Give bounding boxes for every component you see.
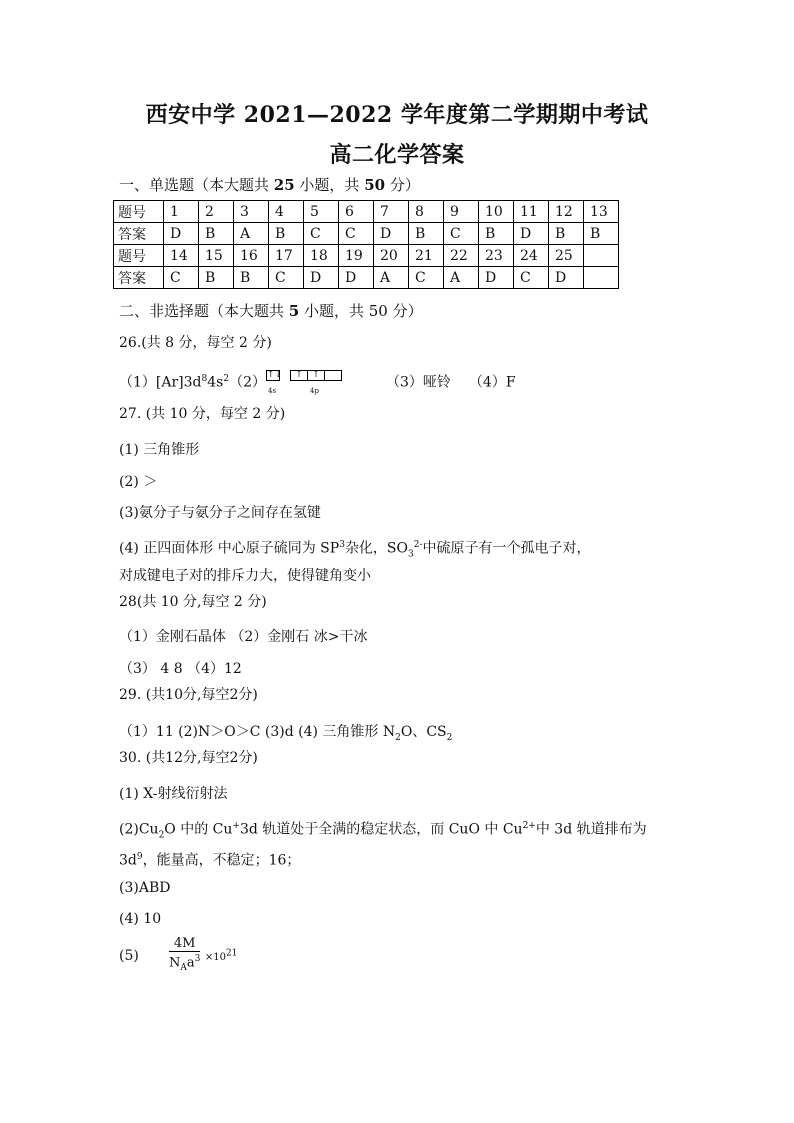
q27-a4-cont: 对成键电子对的排斥力大，使得键角变小 xyxy=(119,568,371,584)
table-cell: 14 xyxy=(164,245,199,267)
table-cell: 16 xyxy=(234,245,269,267)
table-row xyxy=(114,267,619,289)
table-cell: 19 xyxy=(339,245,374,267)
table-cell: A xyxy=(374,267,409,289)
table-cell: 8 xyxy=(409,201,444,223)
section1-heading: 一、单选题（本大题共 25 小题，共 50 分） xyxy=(119,176,420,194)
table-cell: 2 xyxy=(199,201,234,223)
table-cell: 3 xyxy=(234,201,269,223)
q26-header: 26.(共 8 分，每空 2 分) xyxy=(119,335,272,351)
table-cell: 23 xyxy=(479,245,514,267)
q27-a4: (4) 正四面体形 中心原子硫同为 $SP^3$杂化，$SO_3^{2-}$中硫原子有一个孤电子对， xyxy=(119,540,591,560)
table-cell: 1 xyxy=(164,201,199,223)
table-cell: 22 xyxy=(444,245,479,267)
table-cell xyxy=(584,245,619,267)
q30-a2: $(2)Cu_2O$ 中的 Cu+3d 轨道处于全满的稳定状态，而 CuO 中 $Cu^{2+}$中 3d 轨道排布为 xyxy=(119,821,647,841)
table-row xyxy=(114,201,619,223)
orbital-4p-label: 4p xyxy=(310,387,319,395)
table-cell: B xyxy=(199,223,234,245)
answer-table xyxy=(113,200,619,289)
orbital-4s-label: 4s xyxy=(268,387,277,395)
table-cell: 18 xyxy=(304,245,339,267)
row-label: 答案 xyxy=(114,223,164,245)
row-label: 题号 xyxy=(114,245,164,267)
row-label: 答案 xyxy=(114,267,164,289)
table-cell: 11 xyxy=(514,201,549,223)
orbital-4p-box-3 xyxy=(324,370,342,381)
orbital-4s-box: ↑↓ xyxy=(267,370,283,380)
table-cell: B xyxy=(549,223,584,245)
table-cell: C xyxy=(164,267,199,289)
table-cell: C xyxy=(444,223,479,245)
q27-a1: (1) 三角锥形 xyxy=(119,442,200,458)
table-cell: D xyxy=(374,223,409,245)
table-cell: D xyxy=(339,267,374,289)
table-cell: 12 xyxy=(549,201,584,223)
table-cell: 21 xyxy=(409,245,444,267)
table-cell: A xyxy=(444,267,479,289)
answer-title: 高二化学答案 xyxy=(329,142,465,168)
table-cell: C xyxy=(339,223,374,245)
exam-title: 西安中学 2021—2022 学年度第二学期期中考试 xyxy=(145,102,649,128)
table-cell: C xyxy=(304,223,339,245)
table-cell: 5 xyxy=(304,201,339,223)
table-cell: 17 xyxy=(269,245,304,267)
table-cell: C xyxy=(269,267,304,289)
table-cell: 24 xyxy=(514,245,549,267)
q30-a5: (5) $\frac{4M}{N_Aa^3}$ $\times 10^{21}$ xyxy=(119,936,237,976)
table-cell: C xyxy=(514,267,549,289)
q30-a4: (4) 10 xyxy=(119,911,162,927)
table-cell: 7 xyxy=(374,201,409,223)
table-cell: 6 xyxy=(339,201,374,223)
table-cell: B xyxy=(234,267,269,289)
q30-a3: (3)ABD xyxy=(119,880,171,896)
q26-answers: $(1)[Ar]3d^84s^2(2)$ ↑↓ ↑ ↑ 4s 4p （3）哑铃 （4）F xyxy=(119,370,516,392)
table-cell xyxy=(584,267,619,289)
q28-header: 28(共 10 分,每空 2 分) xyxy=(119,594,267,610)
table-cell: D xyxy=(514,223,549,245)
table-cell: 9 xyxy=(444,201,479,223)
orbital-4p-box-2: ↑ xyxy=(307,370,325,381)
table-row xyxy=(114,245,619,267)
orbital-4p-box-1: ↑ xyxy=(290,370,308,381)
table-cell: 25 xyxy=(549,245,584,267)
table-cell: 20 xyxy=(374,245,409,267)
q28-a12: （1）金刚石晶体 （2）金刚石 冰>干冰 xyxy=(119,629,368,645)
q27-a3: (3)氨分子与氨分子之间存在氢键 xyxy=(119,505,321,521)
table-cell: C xyxy=(409,267,444,289)
table-cell: B xyxy=(584,223,619,245)
q29-header: 29. (共10分,每空2分) xyxy=(119,687,258,703)
q27-a2: (2) ＞ xyxy=(119,474,158,490)
orbital-diagram xyxy=(266,370,346,395)
q27-header: 27. (共 10 分，每空 2 分) xyxy=(119,406,286,422)
table-cell: 4 xyxy=(269,201,304,223)
table-cell: D xyxy=(304,267,339,289)
table-cell: 10 xyxy=(479,201,514,223)
q28-a34: （3） 4 8 （4）12 xyxy=(119,661,242,677)
table-row xyxy=(114,223,619,245)
table-cell: B xyxy=(409,223,444,245)
section2-heading: 二、非选择题（本大题共 5 小题，共 50 分） xyxy=(119,302,423,320)
row-label: 题号 xyxy=(114,201,164,223)
table-cell: 13 xyxy=(584,201,619,223)
q30-a2-cont: $3d^9$，能量高，不稳定；16； xyxy=(119,852,301,869)
table-cell: A xyxy=(234,223,269,245)
table-cell: 15 xyxy=(199,245,234,267)
q30-header: 30. (共12分,每空2分) xyxy=(119,750,258,766)
table-cell: B xyxy=(479,223,514,245)
table-cell: B xyxy=(199,267,234,289)
table-cell: B xyxy=(269,223,304,245)
density-formula: $\frac{4M}{N_Aa^3}$ xyxy=(169,936,201,973)
table-cell: D xyxy=(164,223,199,245)
table-cell: D xyxy=(549,267,584,289)
table-cell: D xyxy=(479,267,514,289)
q30-a1: (1) X-射线衍射法 xyxy=(119,786,228,802)
q29-answers: （1）11 (2)N＞O＞C (3)d (4) 三角锥形 $N_2O$、$CS_2$ xyxy=(119,724,453,743)
